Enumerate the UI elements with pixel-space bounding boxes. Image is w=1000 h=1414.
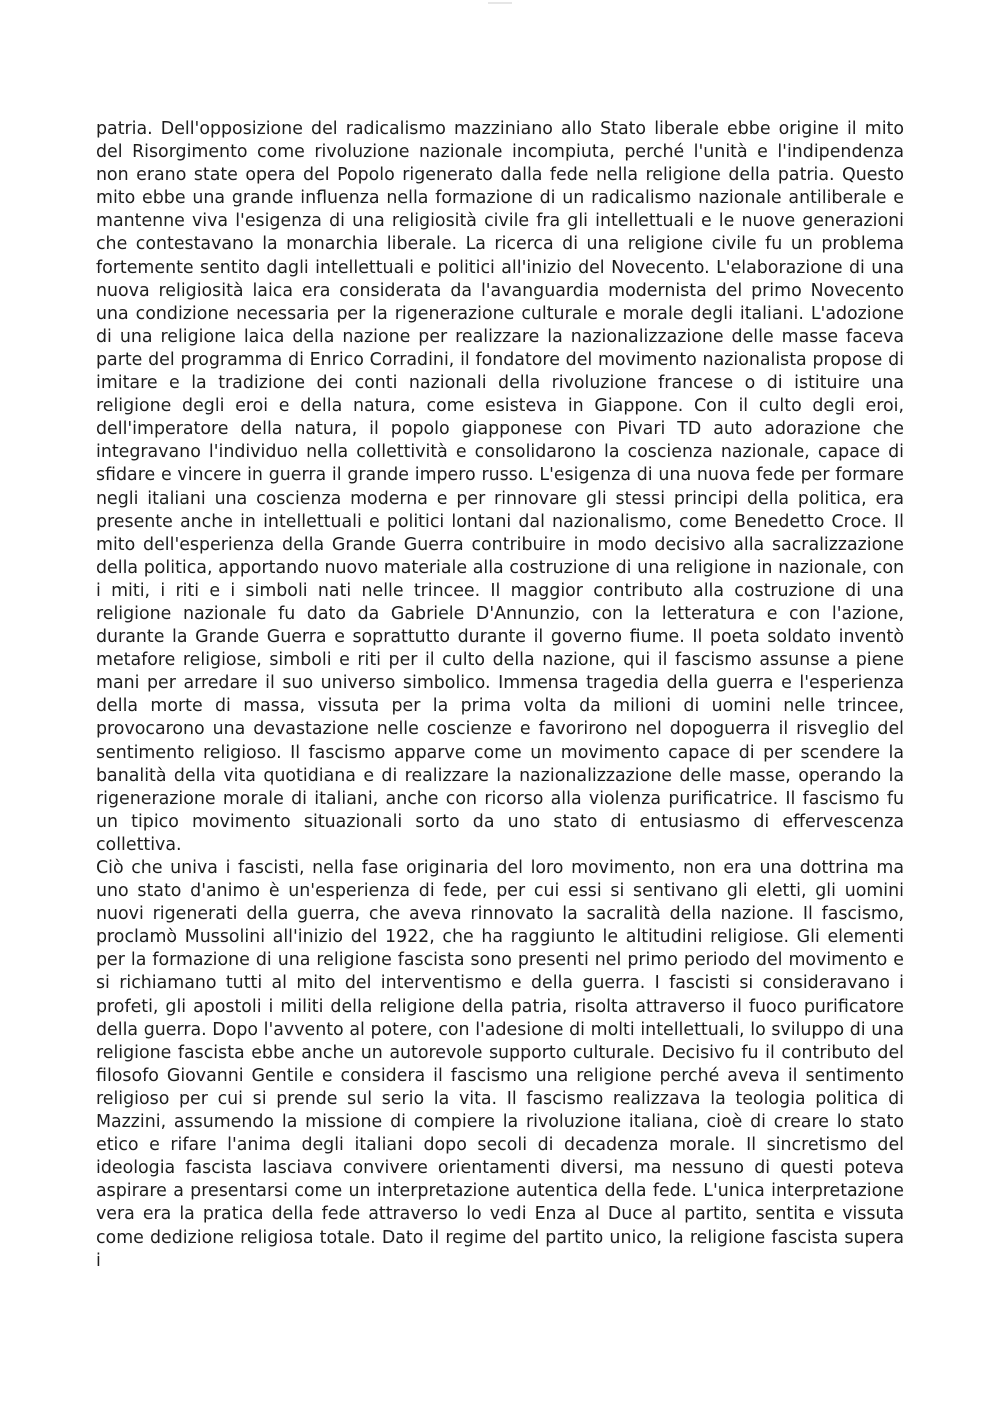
header-mark xyxy=(488,2,512,4)
document-page xyxy=(96,118,904,1273)
paragraph-2: Ciò che univa i fascisti, nella fase originaria del loro movimento, non era una dottrina ma uno stato d'animo è un'esperienza di fede, per cui essi si sentivano gli eletti, gli uomini nuovi rigenerati della guerra, che aveva rinnovato la sacralità della nazione. Il fascismo, proclamò Mussolini all'inizio del 1922, che ha raggiunto le altitudini religiose. Gli elementi per la formazione di una religione fascista sono presenti nel primo periodo del movimento e si richiamano tutti al mito del interventismo e della guerra. I fascisti si consideravano i profeti, gli apostoli i militi della religione della patria, risolta attraverso il fuoco purificatore della guerra. Dopo l'avvento al potere, con l'adesione di molti intellettuali, lo sviluppo di una religione fascista ebbe anche un autorevole supporto culturale. Decisivo fu il contributo del filosofo Giovanni Gentile e considera il fascismo una religione perché aveva il sentimento religioso per cui si prende sul serio la vita. Il fascismo realizzava la teologia politica di Mazzini, assumendo la missione di compiere la rivoluzione italiana, cioè di creare lo stato etico e rifare l'anima degli italiani dopo secoli di decadenza morale. Il sincretismo del ideologia fascista lasciava convivere orientamenti diversi, ma nessuno di questi poteva aspirare a presentarsi come un interpretazione autentica della fede. L'unica interpretazione vera era la pratica della fede attraverso lo vedi Enza al Duce al partito, sentita e vissuta come dedizione religiosa totale. Dato il regime del partito unico, la religione fascista supera i xyxy=(96,858,904,1271)
paragraph-1: patria. Dell'opposizione del radicalismo mazziniano allo Stato liberale ebbe origine il mito del Risorgimento come rivoluzione nazionale incompiuta, perché l'unità e l'indipendenza non erano state opera del Popolo rigenerato dalla fede nella religione della patria. Questo mito ebbe una grande influenza nella formazione di un radicalismo nazionale antiliberale e mantenne viva l'esigenza di una religiosità civile fra gli intellettuali e le nuove generazioni che contestavano la monarchia liberale. La ricerca di una religione civile fu un problema fortemente sentito dagli intellettuali e politici all'inizio del Novecento. L'elaborazione di una nuova religiosità laica era considerata da l'avanguardia modernista del primo Novecento una condizione necessaria per la rigenerazione culturale e morale degli italiani. L'adozione di una religione laica della nazione per realizzare la nazionalizzazione delle masse faceva parte del programma di Enrico Corradini, il fondatore del movimento nazionalista propose di imitare e la tradizione dei conti nazionali della rivoluzione francese o di istituire una religione degli eroi e della natura, come esisteva in Giappone. Con il culto degli eroi, dell'imperatore della natura, il popolo giapponese con Pivari TD auto adorazione che integravano l'individuo nella collettività e consolidarono la coscienza nazionale, capace di sfidare e vincere in guerra il grande impero russo. L'esigenza di una nuova fede per formare negli italiani una coscienza moderna e per rinnovare gli stessi principi della politica, era presente anche in intellettuali e politici lontani dal nazionalismo, come Benedetto Croce. Il mito dell'esperienza della Grande Guerra contribuire in modo decisivo alla sacralizzazione della politica, apportando nuovo materiale alla costruzione di una religione in nazionale, con i miti, i riti e i simboli nati nelle trincee. Il maggior contributo alla costruzione di una religione nazionale fu dato da Gabriele D'Annunzio, con la letteratura e con l'azione, durante la Grande Guerra e soprattutto durante il governo fiume. Il poeta soldato inventò metafore religiose, simboli e riti per il culto della nazione, qui il fascismo assunse a piene mani per arredare il suo universo simbolico. Immensa tragedia della guerra e l'esperienza della morte di massa, vissuta per la prima volta da milioni di uomini nelle trincee, provocarono una devastazione nelle coscienze e favorirono nel dopoguerra il risveglio del sentimento religioso. Il fascismo apparve come un movimento capace di per scendere la banalità della vita quotidiana e di realizzare la nazionalizzazione delle masse, operando la rigenerazione morale di italiani, anche con ricorso alla violenza purificatrice. Il fascismo fu un tipico movimento situazionali sorto da uno stato di entusiasmo di effervescenza collettiva. xyxy=(96,119,904,855)
